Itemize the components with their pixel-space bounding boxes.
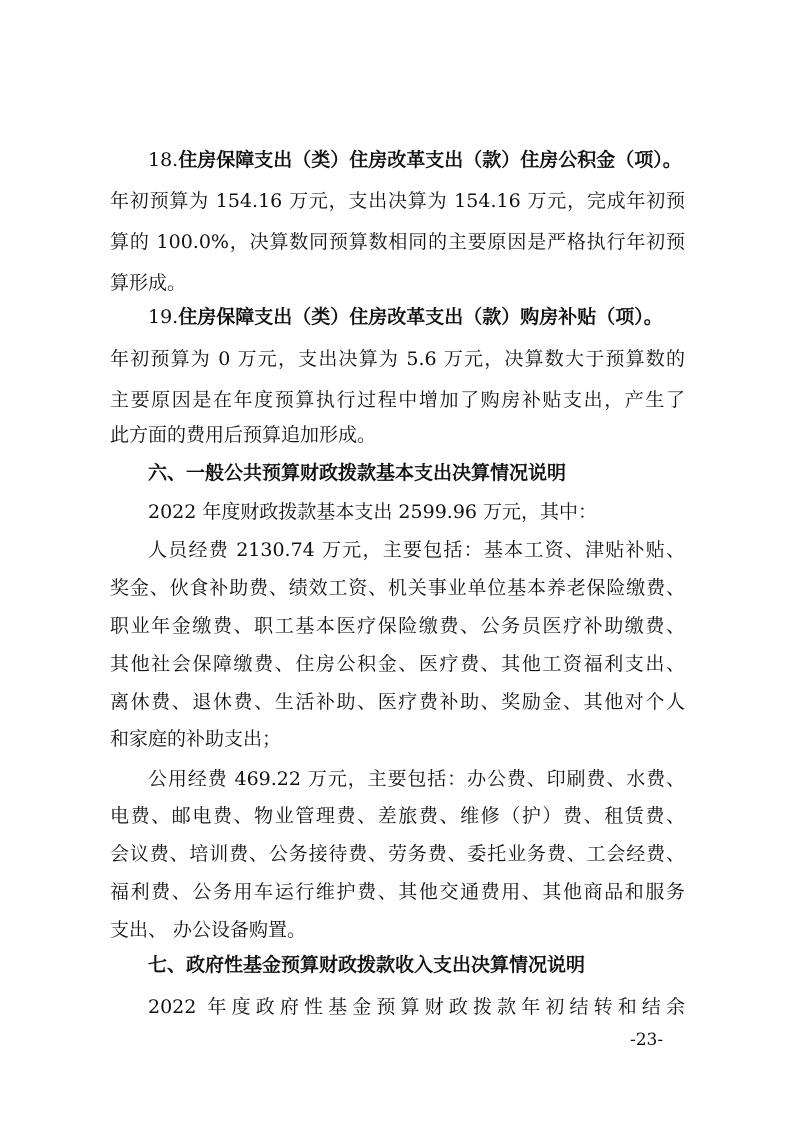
item-18-title: 住房保障支出（类）住房改革支出（款）住房公积金（项）。: [178, 149, 682, 171]
item-19-line-2: 主要原因是在年度预算执行过程中增加了购房补贴支出，产生了: [110, 389, 685, 411]
item-18-number: 18.: [148, 149, 179, 171]
public-line-3: 会议费、培训费、公务接待费、劳务费、委托业务费、工会经费、: [110, 843, 685, 865]
item-18-line-2: 算的 100.0%，决算数同预算数相同的主要原因是严格执行年初预: [110, 231, 685, 253]
section-7-line-1: 2022 年度政府性基金预算财政拨款年初结转和结余: [148, 996, 685, 1018]
item-18-line-1: 年初预算为 154.16 万元，支出决算为 154.16 万元，完成年初预: [110, 190, 685, 212]
public-line-5: 支出、 办公设备购置。: [110, 919, 307, 941]
public-line-1: 公用经费 469.22 万元，主要包括：办公费、印刷费、水费、: [148, 768, 685, 790]
section-7-heading: 七、政府性基金预算财政拨款收入支出决算情况说明: [148, 954, 586, 976]
item-19-line-1: 年初预算为 0 万元，支出决算为 5.6 万元，决算数大于预算数的: [110, 348, 685, 370]
personnel-line-2: 奖金、伙食补助费、绩效工资、机关事业单位基本养老保险缴费、: [110, 577, 685, 599]
item-19-line-3: 此方面的费用后预算追加形成。: [110, 424, 377, 446]
section-6-heading: 六、一般公共预算财政拨款基本支出决算情况说明: [148, 462, 567, 484]
item-19-number: 19.: [148, 306, 179, 328]
personnel-line-1: 人员经费 2130.74 万元，主要包括：基本工资、津贴补贴、: [148, 539, 685, 561]
personnel-line-5: 离休费、退休费、生活补助、医疗费补助、奖励金、其他对个人: [110, 691, 685, 713]
personnel-line-6: 和家庭的补助支出；: [110, 728, 282, 750]
item-19-heading: [148, 300, 685, 334]
personnel-line-4: 其他社会保障缴费、住房公积金、医疗费、其他工资福利支出、: [110, 653, 685, 675]
section-6-intro: 2022 年度财政拨款基本支出 2599.96 万元，其中：: [148, 501, 598, 523]
public-line-2: 电费、邮电费、物业管理费、差旅费、维修（护）费、租赁费、: [110, 805, 685, 827]
item-18-heading: [148, 143, 685, 177]
public-line-4: 福利费、公务用车运行维护费、其他交通费用、其他商品和服务: [110, 881, 685, 903]
personnel-line-3: 职业年金缴费、职工基本医疗保险缴费、公务员医疗补助缴费、: [110, 615, 685, 637]
item-19-title: 住房保障支出（类）住房改革支出（款）购房补贴（项）。: [178, 306, 663, 328]
page-number: -23-: [630, 1030, 664, 1050]
item-18-line-3: 算形成。: [110, 272, 187, 294]
